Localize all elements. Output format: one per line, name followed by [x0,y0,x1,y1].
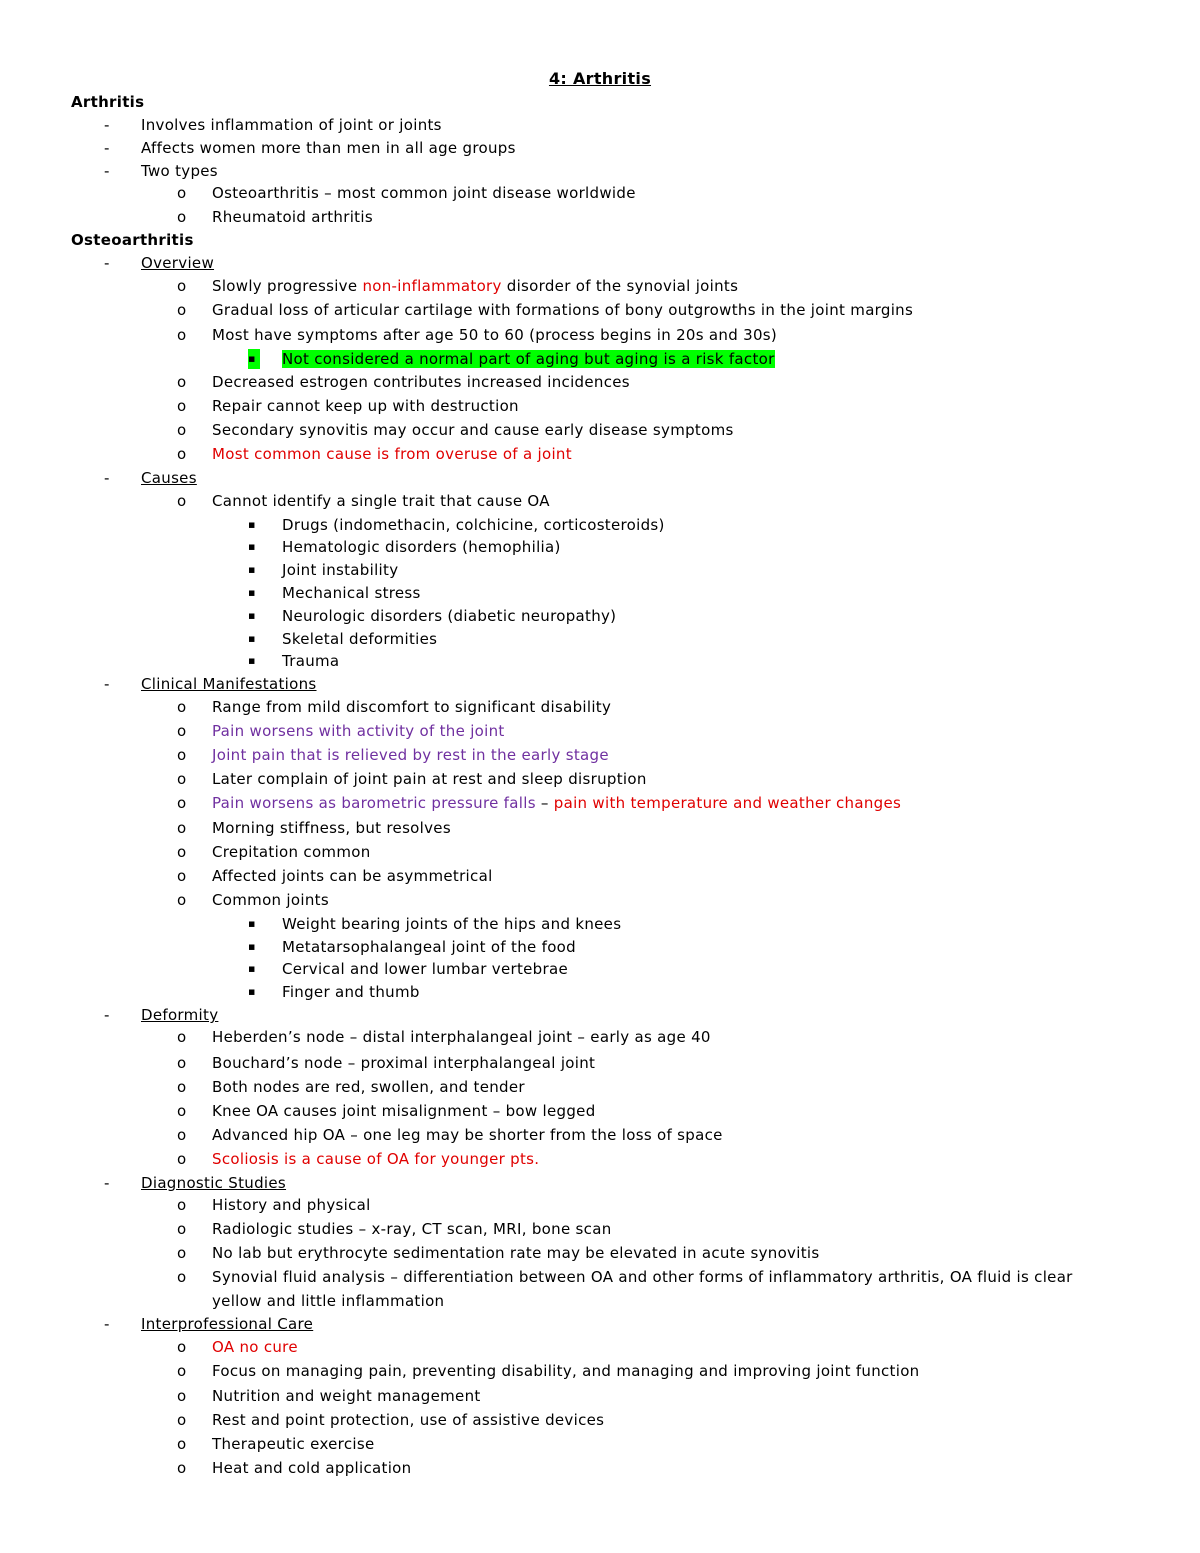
circle-bullet: o [177,1411,187,1429]
text-run: Both nodes are red, swollen, and tender [212,1078,525,1096]
text-run: Therapeutic exercise [212,1435,375,1453]
text-run: Overview [141,254,215,272]
circle-bullet: o [177,722,187,740]
circle-bullet: o [177,698,187,716]
text-run: Scoliosis is a cause of OA for younger pts. [212,1150,540,1168]
square-bullet: ▪ [248,917,256,930]
section-heading [71,92,144,112]
circle-bullet: o [177,843,187,861]
circle-bullet: o [177,819,187,837]
square-bullet: ▪ [248,654,256,667]
circle-bullet: o [177,184,187,202]
list-item [282,606,616,626]
dash-bullet: - [104,1174,110,1192]
document-title: 4: Arthritis [548,69,652,88]
text-run: Cervical and lower lumbar vertebrae [282,960,568,978]
list-item [282,349,775,369]
list-item [212,1361,920,1381]
dash-bullet: - [104,116,110,134]
subsection-heading [141,674,317,694]
circle-bullet: o [177,326,187,344]
section-heading [71,230,194,250]
circle-bullet: o [177,1387,187,1405]
text-run: Cannot identify a single trait that cause OA [212,492,550,510]
list-item [282,982,420,1002]
circle-bullet: o [177,1102,187,1120]
list-item [282,515,665,535]
square-bullet: ▪ [248,940,256,953]
list-item [282,914,621,934]
square-bullet: ▪ [248,962,256,975]
circle-bullet: o [177,1196,187,1214]
list-item [282,583,421,603]
list-item [212,183,636,203]
text-run: OA no cure [212,1338,298,1356]
circle-bullet: o [177,746,187,764]
text-run: Not considered a normal part of aging but aging is a risk factor [282,350,775,368]
circle-bullet: o [177,867,187,885]
circle-bullet: o [177,1459,187,1477]
list-item [212,1458,411,1478]
text-run: History and physical [212,1196,371,1214]
text-run: Joint pain that is relieved by rest in the early stage [212,746,609,764]
text-run: No lab but erythrocyte sedimentation rate may be elevated in acute synovitis [212,1244,820,1262]
circle-bullet: o [177,1435,187,1453]
text-run: Bouchard’s node – proximal interphalangeal joint [212,1054,596,1072]
list-item [212,1267,1073,1287]
circle-bullet: o [177,277,187,295]
square-bullet: ▪ [248,632,256,645]
dash-bullet: - [104,675,110,693]
text-run: Involves inflammation of joint or joints [141,116,442,134]
text-run: Morning stiffness, but resolves [212,819,451,837]
circle-bullet: o [177,397,187,415]
text-run: Secondary synovitis may occur and cause early disease symptoms [212,421,734,439]
square-bullet: ▪ [248,985,256,998]
list-item [212,721,505,741]
square-bullet: ▪ [248,349,260,369]
text-run: Radiologic studies – x-ray, CT scan, MRI, bone scan [212,1220,612,1238]
text-run: Affected joints can be asymmetrical [212,867,493,885]
circle-bullet: o [177,1244,187,1262]
text-run: Interprofessional Care [141,1315,314,1333]
circle-bullet: o [177,208,187,226]
text-run: Rest and point protection, use of assistive devices [212,1411,605,1429]
list-item [282,560,398,580]
circle-bullet: o [177,770,187,788]
list-item [212,1410,604,1430]
text-run: Drugs (indomethacin, colchicine, corticosteroids) [282,516,665,534]
subsection-heading [141,1173,286,1193]
text-run: Causes [141,469,197,487]
text-run: Pain worsens as barometric pressure falls [212,794,536,812]
text-run: Weight bearing joints of the hips and knees [282,915,622,933]
square-bullet: ▪ [248,586,256,599]
text-run: Mechanical stress [282,584,421,602]
circle-bullet: o [177,492,187,510]
text-run: Two types [141,162,218,180]
text-run: pain with temperature and weather changes [553,794,902,812]
list-item [212,372,630,392]
text-run: Finger and thumb [282,983,420,1001]
text-run: Heberden’s node – distal interphalangeal joint – early as age 40 [212,1028,711,1046]
text-run: Rheumatoid arthritis [212,208,373,226]
circle-bullet: o [177,1054,187,1072]
list-item [212,1077,525,1097]
list-item [212,1125,723,1145]
list-item [212,890,329,910]
dash-bullet: - [104,139,110,157]
subsection-heading [141,253,214,273]
square-bullet: ▪ [248,609,256,622]
text-run: Metatarsophalangeal joint of the food [282,938,576,956]
list-item [282,651,339,671]
circle-bullet: o [177,1362,187,1380]
list-item [212,697,611,717]
circle-bullet: o [177,1268,187,1286]
text-run: Common joints [212,891,329,909]
text-run: Hematologic disorders (hemophilia) [282,538,561,556]
text-run: Gradual loss of articular cartilage with formations of bony outgrowths in the joint margins [212,301,914,319]
text-run: Advanced hip OA – one leg may be shorter from the loss of space [212,1126,723,1144]
text-run: Later complain of joint pain at rest and sleep disruption [212,770,647,788]
text-run: Joint instability [282,561,399,579]
square-bullet: ▪ [248,540,256,553]
text-run: Nutrition and weight management [212,1387,481,1405]
subsection-heading [141,468,197,488]
list-item [212,396,519,416]
text-run: Osteoarthritis [71,231,194,249]
text-run: Range from mild discomfort to significant disability [212,698,612,716]
text-run: Decreased estrogen contributes increased incidences [212,373,630,391]
text-run: Slowly progressive [212,277,363,295]
subsection-heading [141,1005,218,1025]
text-run: Affects women more than men in all age groups [141,139,516,157]
list-item [212,491,550,511]
text-run: yellow and little inflammation [212,1292,445,1310]
list-item [212,1386,481,1406]
dash-bullet: - [104,254,110,272]
list-item [141,138,516,158]
list-item [212,444,572,464]
text-run: Repair cannot keep up with destruction [212,397,519,415]
list-item [282,537,561,557]
text-run: Clinical Manifestations [141,675,317,693]
list-item [212,1053,595,1073]
circle-bullet: o [177,301,187,319]
text-run: Pain worsens with activity of the joint [212,722,505,740]
list-item [212,1243,819,1263]
text-run: Crepitation common [212,843,371,861]
list-item [212,1027,711,1047]
list-item [141,115,442,135]
list-item [212,300,913,320]
circle-bullet: o [177,1338,187,1356]
list-item [212,1219,612,1239]
list-item [141,161,218,181]
circle-bullet: o [177,1028,187,1046]
list-item [212,1337,298,1357]
text-run: non-inflammatory [362,277,502,295]
list-item [212,207,373,227]
circle-bullet: o [177,1078,187,1096]
list-item [212,1195,371,1215]
dash-bullet: - [104,469,110,487]
list-item [212,866,493,886]
list-item [212,1149,539,1169]
circle-bullet: o [177,891,187,909]
circle-bullet: o [177,373,187,391]
circle-bullet: o [177,1220,187,1238]
circle-bullet: o [177,445,187,463]
text-run: Focus on managing pain, preventing disability, and managing and improving joint function [212,1362,920,1380]
list-item [212,745,609,765]
circle-bullet: o [177,794,187,812]
square-bullet: ▪ [248,563,256,576]
list-item [212,1101,596,1121]
list-item [212,818,451,838]
text-run: Most common cause is from overuse of a joint [212,445,572,463]
text-run: Osteoarthritis – most common joint disease worldwide [212,184,636,202]
text-run: Neurologic disorders (diabetic neuropathy) [282,607,617,625]
text-run: Diagnostic Studies [141,1174,287,1192]
list-item [212,420,734,440]
text-run: Deformity [141,1006,219,1024]
dash-bullet: - [104,1006,110,1024]
list-item [282,959,568,979]
list-item [282,937,576,957]
list-item [282,629,437,649]
subsection-heading [141,1314,313,1334]
circle-bullet: o [177,421,187,439]
dash-bullet: - [104,1315,110,1333]
list-item [212,769,647,789]
square-bullet: ▪ [248,518,256,531]
list-item [212,1291,444,1311]
text-run: Skeletal deformities [282,630,438,648]
dash-bullet: - [104,162,110,180]
text-run: – [535,794,554,812]
text-run: Heat and cold application [212,1459,412,1477]
circle-bullet: o [177,1126,187,1144]
text-run: Arthritis [71,93,145,111]
list-item [212,842,371,862]
text-run: Trauma [282,652,340,670]
text-run: Knee OA causes joint misalignment – bow legged [212,1102,596,1120]
text-run: Most have symptoms after age 50 to 60 (process begins in 20s and 30s) [212,326,778,344]
list-item [212,325,777,345]
list-item [212,1434,374,1454]
list-item [212,276,738,296]
text-run: Synovial fluid analysis – differentiation between OA and other forms of inflammatory arthritis, OA fluid is clear [212,1268,1073,1286]
text-run: disorder of the synovial joints [501,277,739,295]
list-item [212,793,901,813]
circle-bullet: o [177,1150,187,1168]
